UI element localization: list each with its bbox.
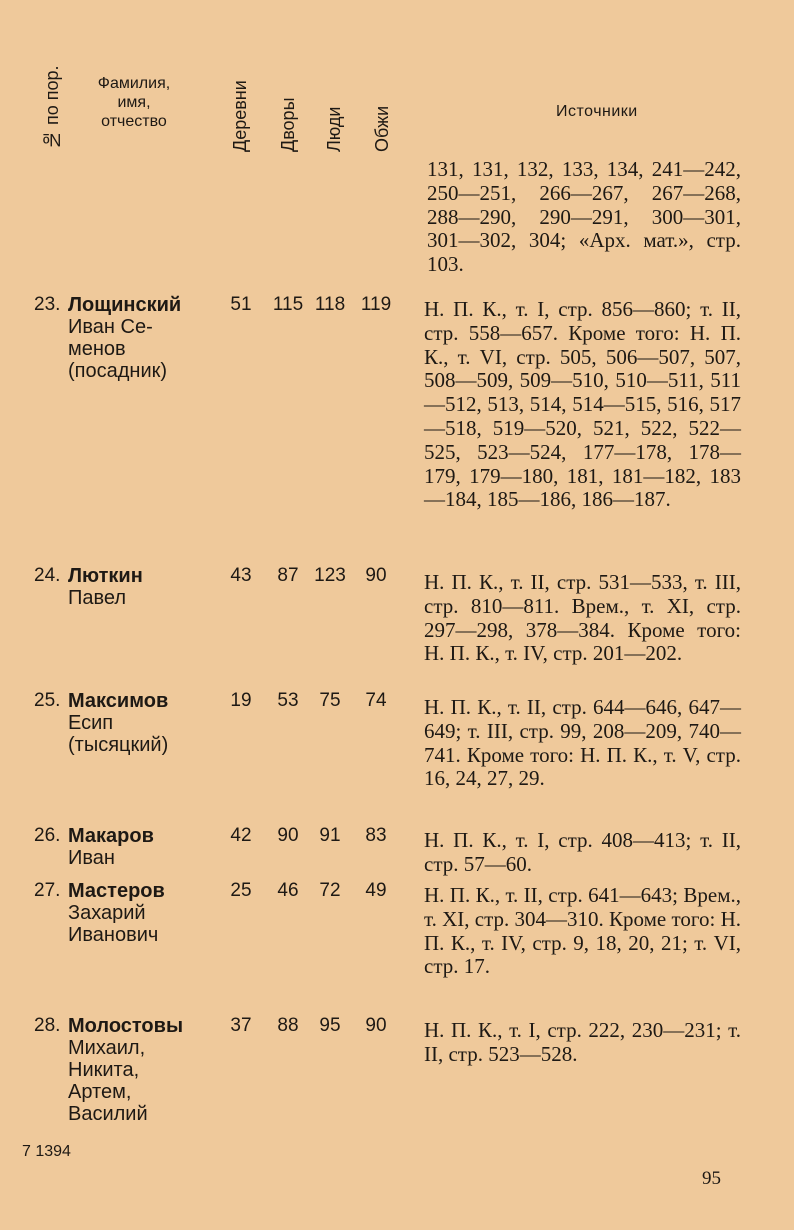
yards-count: 53 <box>277 690 299 711</box>
given-names: Михаил, Никита, Артем, Василий <box>68 1037 148 1125</box>
villages-count: 51 <box>230 294 252 315</box>
printer-signature: 7 1394 <box>22 1143 71 1160</box>
header-name: Фамилия, имя, отчество <box>97 75 171 130</box>
villages-count: 19 <box>230 690 252 711</box>
sources-text: Н. П. К., т. I, стр. 856—860; т. II, стр. 558—657. Кроме того: Н. П. К., т. VI, стр. 505, 506—507, 507, 508—509, 509—510, 510—511, 511—512, 513, 514, 514—515, 516, 517—518, 519—520, 521, 522, 522—525, 523—524, 177—178, 178—179, 179—180, 181, 181—182, 183—184, 185—186, 186—187. <box>424 297 741 512</box>
header-yards: Дворы <box>278 97 298 152</box>
person-name <box>68 880 218 946</box>
page-number: 95 <box>702 1168 721 1189</box>
header-sources: Источники <box>556 103 638 120</box>
given-names: Павел <box>68 587 127 609</box>
villages-count: 25 <box>230 880 252 901</box>
header-no: № по пор. <box>42 65 62 150</box>
people-count: 95 <box>319 1015 341 1036</box>
sources-text: Н. П. К., т. II, стр. 531—533, т. III, стр. 810—811. Врем., т. XI, стр. 297—298, 378—384. Кроме того: Н. П. К., т. IV, стр. 201—202. <box>424 570 741 666</box>
surname: Люткин <box>68 565 143 587</box>
sources-text: Н. П. К., т. II, стр. 644—646, 647—649; т. III, стр. 99, 208—209, 740—741. Кроме того: Н. П. К., т. V, стр. 16, 24, 27, 29. <box>424 695 741 791</box>
row-number: 24. <box>34 565 61 586</box>
person-name <box>68 690 218 756</box>
villages-count: 43 <box>230 565 252 586</box>
person-name <box>68 294 218 382</box>
header-obzhi: Обжи <box>372 105 392 152</box>
given-names: Есип (тысяцкий) <box>68 712 169 756</box>
sources-text: Н. П. К., т. I, стр. 408—413; т. II, стр. 57—60. <box>424 828 741 876</box>
header-people: Люди <box>324 106 344 152</box>
yards-count: 115 <box>272 294 304 315</box>
villages-count: 42 <box>230 825 252 846</box>
people-count: 75 <box>319 690 341 711</box>
yards-count: 88 <box>277 1015 299 1036</box>
yards-count: 46 <box>277 880 299 901</box>
surname: Максимов <box>68 690 169 712</box>
header-villages: Деревни <box>230 80 250 152</box>
person-name <box>68 1015 218 1125</box>
obzhi-count: 83 <box>365 825 387 846</box>
row-number: 23. <box>34 294 61 315</box>
villages-count: 37 <box>230 1015 252 1036</box>
row-number: 26. <box>34 825 61 846</box>
row-number: 27. <box>34 880 61 901</box>
given-names: Иван Се- менов (посадник) <box>68 316 168 382</box>
surname: Мастеров <box>68 880 165 902</box>
surname: Лощинский <box>68 294 182 316</box>
surname: Макаров <box>68 825 154 847</box>
row-number: 28. <box>34 1015 61 1036</box>
yards-count: 90 <box>277 825 299 846</box>
given-names: Захарий Иванович <box>68 902 159 946</box>
row-number: 25. <box>34 690 61 711</box>
people-count: 118 <box>314 294 346 315</box>
person-name <box>68 825 218 869</box>
sources-text: Н. П. К., т. I, стр. 222, 230—231; т. II, стр. 523—528. <box>424 1018 741 1066</box>
people-count: 72 <box>319 880 341 901</box>
obzhi-count: 90 <box>365 1015 387 1036</box>
surname: Молостовы <box>68 1015 184 1037</box>
yards-count: 87 <box>277 565 299 586</box>
sources-text: Н. П. К., т. II, стр. 641—643; Врем., т. XI, стр. 304—310. Кроме того: Н. П. К., т. IV, стр. 9, 18, 20, 21; т. VI, стр. 17. <box>424 883 741 979</box>
obzhi-count: 74 <box>365 690 387 711</box>
person-name <box>68 565 218 609</box>
obzhi-count: 119 <box>360 294 392 315</box>
obzhi-count: 49 <box>365 880 387 901</box>
people-count: 91 <box>319 825 341 846</box>
given-names: Иван <box>68 847 115 869</box>
people-count: 123 <box>314 565 346 586</box>
obzhi-count: 90 <box>365 565 387 586</box>
sources-continuation: 131, 131, 132, 133, 134, 241—242, 250—251, 266—267, 267—268, 288—290, 290—291, 300—301, 301—302, 304; «Арх. мат.», стр. 103. <box>427 157 741 277</box>
